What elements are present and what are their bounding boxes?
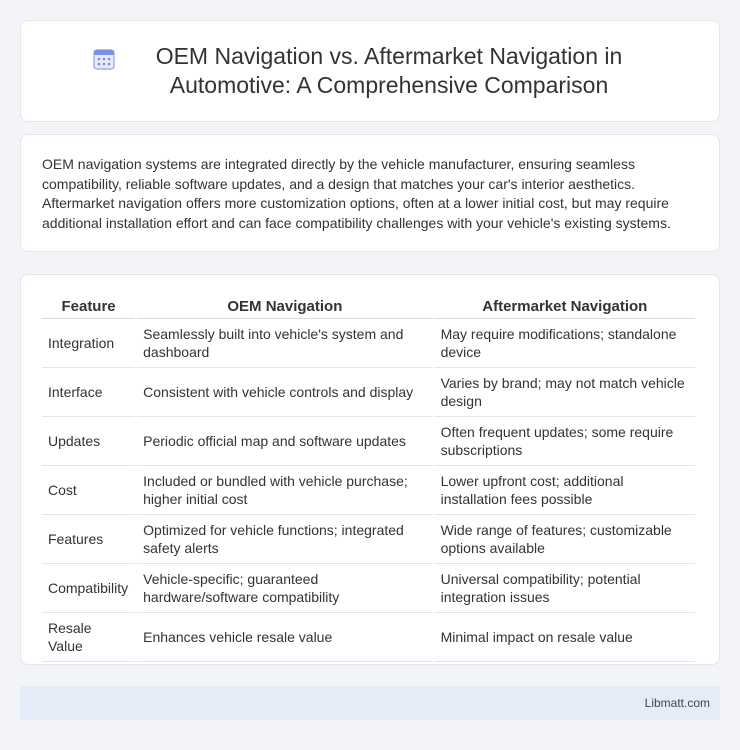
cell-aftermarket: Lower upfront cost; additional installation fees possible (435, 466, 695, 515)
table-row (42, 319, 695, 368)
table-row (42, 564, 695, 613)
page-title: OEM Navigation vs. Aftermarket Navigation in Automotive: A Comprehensive Comparison (155, 43, 623, 98)
calendar-icon (91, 46, 117, 72)
cell-aftermarket: Minimal impact on resale value (435, 613, 695, 662)
cell-oem: Periodic official map and software updates (137, 417, 432, 466)
table-row (42, 368, 695, 417)
table-header-row (42, 295, 695, 319)
footer-bar (20, 686, 720, 720)
header-feature: Feature (42, 295, 135, 319)
table-row (42, 613, 695, 662)
cell-feature: Cost (42, 466, 135, 515)
cell-oem: Seamlessly built into vehicle's system and dashboard (137, 319, 432, 368)
cell-oem: Included or bundled with vehicle purchase; higher initial cost (137, 466, 432, 515)
comparison-table (40, 295, 697, 662)
cell-aftermarket: Often frequent updates; some require subscriptions (435, 417, 695, 466)
cell-oem: Vehicle-specific; guaranteed hardware/software compatibility (137, 564, 432, 613)
footer-brand-link[interactable]: Libmatt.com (644, 696, 710, 710)
cell-feature: Integration (42, 319, 135, 368)
table-row (42, 417, 695, 466)
cell-aftermarket: Varies by brand; may not match vehicle design (435, 368, 695, 417)
title-wrap (91, 42, 649, 100)
cell-feature: Compatibility (42, 564, 135, 613)
cell-feature: Resale Value (42, 613, 135, 662)
intro-card (20, 134, 720, 252)
intro-paragraph: OEM navigation systems are integrated directly by the vehicle manufacturer, ensuring seamless compatibility, reliable software updates, and a design that matches your car's interior aesthetics. Aftermarket navigation offers more customization options, often at a lower initial cost, but may require additional installation effort and can face compatibility challenges with your vehicle's existing systems. (42, 156, 671, 231)
header-oem: OEM Navigation (137, 295, 432, 319)
cell-oem: Optimized for vehicle functions; integrated safety alerts (137, 515, 432, 564)
table-row (42, 515, 695, 564)
title-card (20, 20, 720, 122)
cell-aftermarket: Universal compatibility; potential integration issues (435, 564, 695, 613)
cell-aftermarket: Wide range of features; customizable options available (435, 515, 695, 564)
cell-feature: Features (42, 515, 135, 564)
comparison-card (20, 274, 720, 665)
cell-feature: Interface (42, 368, 135, 417)
cell-oem: Consistent with vehicle controls and display (137, 368, 432, 417)
table-row (42, 466, 695, 515)
cell-aftermarket: May require modifications; standalone device (435, 319, 695, 368)
cell-oem: Enhances vehicle resale value (137, 613, 432, 662)
cell-feature: Updates (42, 417, 135, 466)
header-aftermarket: Aftermarket Navigation (435, 295, 695, 319)
